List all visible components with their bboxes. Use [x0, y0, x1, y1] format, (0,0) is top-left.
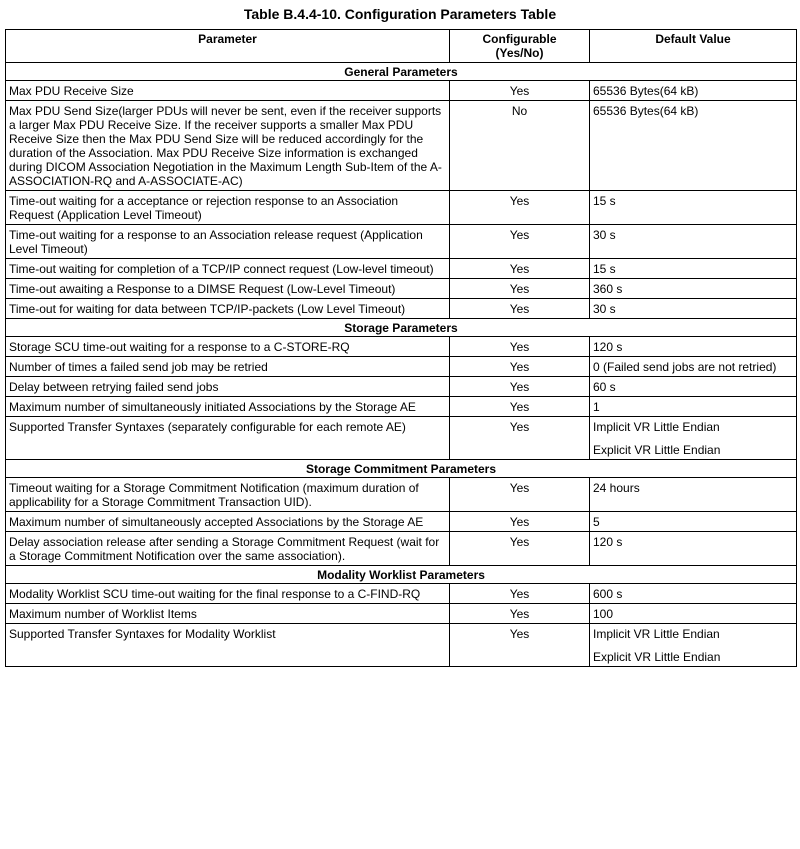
section-title: Storage Parameters: [6, 319, 797, 337]
default-value-cell: [590, 299, 797, 319]
parameter-cell: Time-out waiting for a acceptance or rejection response to an Association Request (Application Level Timeout): [6, 191, 450, 225]
configurable-cell: Yes: [450, 259, 590, 279]
configurable-cell: Yes: [450, 397, 590, 417]
table-row: [6, 604, 797, 624]
default-value-line: 1: [593, 400, 600, 414]
default-value-cell: [590, 337, 797, 357]
table-row: [6, 377, 797, 397]
section-header-row: [6, 63, 797, 81]
table-row: [6, 337, 797, 357]
default-value-line: 600 s: [593, 587, 623, 601]
parameter-cell: Time-out awaiting a Response to a DIMSE Request (Low-Level Timeout): [6, 279, 450, 299]
default-value-line: 65536 Bytes(64 kB): [593, 104, 699, 118]
default-value-cell: [590, 191, 797, 225]
default-value-line: 30 s: [593, 302, 616, 316]
default-value-cell: [590, 624, 797, 667]
parameter-cell: Modality Worklist SCU time-out waiting for the final response to a C-FIND-RQ: [6, 584, 450, 604]
parameter-cell: Number of times a failed send job may be retried: [6, 357, 450, 377]
parameter-cell: Maximum number of simultaneously initiated Associations by the Storage AE: [6, 397, 450, 417]
default-value-line: Explicit VR Little Endian: [593, 443, 721, 457]
section-title: Storage Commitment Parameters: [6, 460, 797, 478]
configurable-cell: Yes: [450, 417, 590, 460]
configurable-cell: Yes: [450, 81, 590, 101]
default-value-line: 30 s: [593, 228, 616, 242]
header-configurable: [450, 30, 590, 63]
parameter-cell: Supported Transfer Syntaxes for Modality Worklist: [6, 624, 450, 667]
default-value-line: Explicit VR Little Endian: [593, 650, 721, 664]
parameter-cell: Supported Transfer Syntaxes (separately configurable for each remote AE): [6, 417, 450, 460]
table-row: [6, 225, 797, 259]
default-value-line: 0 (Failed send jobs are not retried): [593, 360, 777, 374]
parameter-cell: Maximum number of Worklist Items: [6, 604, 450, 624]
parameter-cell: Time-out waiting for completion of a TCP/IP connect request (Low-level timeout): [6, 259, 450, 279]
table-row: [6, 532, 797, 566]
default-value-cell: [590, 101, 797, 191]
section-header-row: [6, 460, 797, 478]
configurable-cell: Yes: [450, 191, 590, 225]
default-value-line: 65536 Bytes(64 kB): [593, 84, 699, 98]
table-row: [6, 81, 797, 101]
default-value-line: 120 s: [593, 535, 623, 549]
configurable-cell: Yes: [450, 604, 590, 624]
default-value-line: 15 s: [593, 194, 616, 208]
table-row: [6, 101, 797, 191]
table-row: [6, 357, 797, 377]
header-default-value: Default Value: [590, 30, 797, 63]
configurable-cell: Yes: [450, 478, 590, 512]
parameter-cell: Time-out for waiting for data between TCP/IP-packets (Low Level Timeout): [6, 299, 450, 319]
table-row: [6, 584, 797, 604]
default-value-cell: [590, 512, 797, 532]
parameter-cell: Storage SCU time-out waiting for a response to a C-STORE-RQ: [6, 337, 450, 357]
configurable-cell: Yes: [450, 377, 590, 397]
configurable-cell: No: [450, 101, 590, 191]
configurable-cell: Yes: [450, 357, 590, 377]
table-row: [6, 512, 797, 532]
table-title: Table B.4.4-10. Configuration Parameters Table: [243, 6, 557, 22]
configurable-cell: Yes: [450, 512, 590, 532]
parameter-cell: Delay between retrying failed send jobs: [6, 377, 450, 397]
parameter-cell: Delay association release after sending a Storage Commitment Request (wait for a Storage Commitment Notification over the same association).: [6, 532, 450, 566]
configurable-cell: Yes: [450, 532, 590, 566]
default-value-cell: [590, 417, 797, 460]
configurable-cell: Yes: [450, 584, 590, 604]
default-value-cell: [590, 225, 797, 259]
parameter-cell: Timeout waiting for a Storage Commitment Notification (maximum duration of applicability for a Storage Commitment Transaction UID).: [6, 478, 450, 512]
default-value-cell: [590, 377, 797, 397]
default-value-cell: [590, 397, 797, 417]
default-value-cell: [590, 259, 797, 279]
default-value-line: Implicit VR Little Endian: [593, 420, 720, 434]
table-row: [6, 624, 797, 667]
table-body: [6, 63, 797, 667]
table-row: [6, 259, 797, 279]
configurable-cell: Yes: [450, 624, 590, 667]
default-value-line: 5: [593, 515, 600, 529]
default-value-line: Implicit VR Little Endian: [593, 627, 720, 641]
table-row: [6, 397, 797, 417]
section-header-row: [6, 566, 797, 584]
default-value-cell: [590, 478, 797, 512]
default-value-cell: [590, 279, 797, 299]
configurable-cell: Yes: [450, 337, 590, 357]
table-row: [6, 279, 797, 299]
table-row: [6, 478, 797, 512]
default-value-line: 15 s: [593, 262, 616, 276]
section-header-row: [6, 319, 797, 337]
section-title: Modality Worklist Parameters: [6, 566, 797, 584]
configurable-cell: Yes: [450, 279, 590, 299]
header-configurable-label: Configurable (Yes/No): [482, 32, 557, 60]
header-parameter: Parameter: [6, 30, 450, 63]
parameter-cell: Maximum number of simultaneously accepted Associations by the Storage AE: [6, 512, 450, 532]
default-value-line: 100: [593, 607, 614, 621]
default-value-line: 60 s: [593, 380, 616, 394]
parameter-cell: Time-out waiting for a response to an Association release request (Application Level Timeout): [6, 225, 450, 259]
default-value-cell: [590, 357, 797, 377]
configurable-cell: Yes: [450, 225, 590, 259]
default-value-line: 360 s: [593, 282, 623, 296]
section-title: General Parameters: [6, 63, 797, 81]
parameter-cell: Max PDU Receive Size: [6, 81, 450, 101]
configuration-parameters-table: [5, 29, 797, 667]
default-value-cell: [590, 604, 797, 624]
configurable-cell: Yes: [450, 299, 590, 319]
table-row: [6, 299, 797, 319]
parameter-cell: Max PDU Send Size(larger PDUs will never be sent, even if the receiver supports a larger Max PDU Receive Size. If the receiver supports a smaller Max PDU Receive Size then the Max PDU Send Size will be reduced accordingly for the duration of the Association. Max PDU Receive Size information is exchanged during DICOM Association Negotiation in the Maximum Length Sub-Item of the A-ASSOCIATION-RQ and A-ASSOCIATE-AC): [6, 101, 450, 191]
table-row: [6, 191, 797, 225]
default-value-cell: [590, 584, 797, 604]
default-value-line: 120 s: [593, 340, 623, 354]
default-value-cell: [590, 81, 797, 101]
default-value-cell: [590, 532, 797, 566]
table-row: [6, 417, 797, 460]
header-row: [6, 30, 797, 63]
default-value-line: 24 hours: [593, 481, 640, 495]
